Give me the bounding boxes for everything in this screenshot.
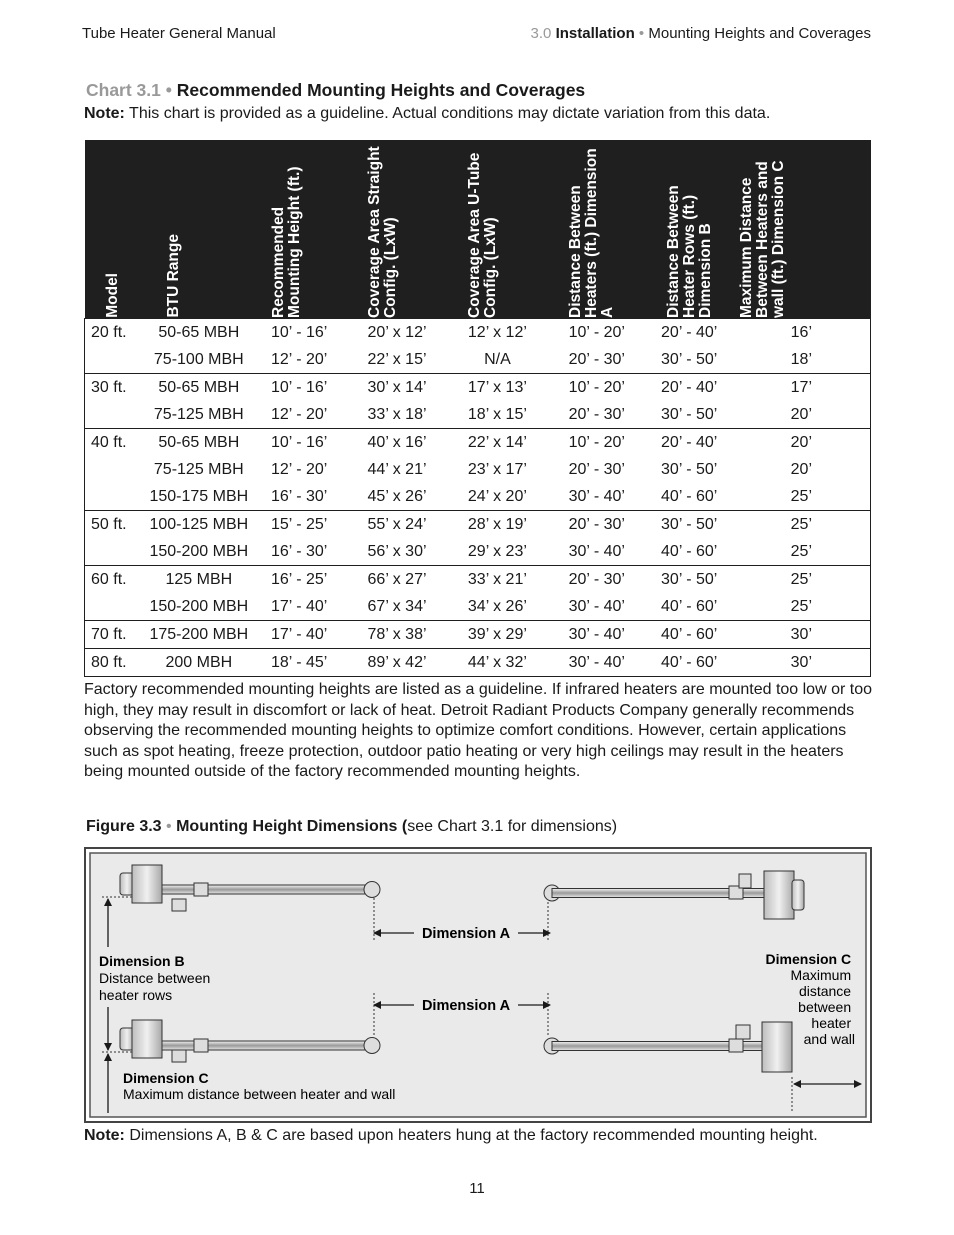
guideline-paragraph: Factory recommended mounting heights are listed as a guideline. If infrared heaters are mounted too low or too high, they may result in discomfort or lack of heat. Detroit Radiant Products Company generally recommends observing the recommended mounting heights to optimize comfort conditions. However, certain applications such as spot heating, freeze protection, outdoor patio heating or very high ceilings may result in the heaters being mounted outside of the factory recommended mounting heights. bbox=[84, 681, 872, 780]
dim-b-text: Dimension B Distance between heater rows bbox=[99, 953, 211, 1003]
table-cell: 50-65 MBH bbox=[146, 374, 251, 402]
table-cell: 20’ bbox=[733, 429, 871, 457]
table-cell: 23’ x 17’ bbox=[467, 460, 527, 478]
running-header-left: Tube Heater General Manual bbox=[82, 25, 276, 42]
table-cell: 30’ bbox=[733, 649, 871, 677]
table-cell: N/A bbox=[447, 346, 548, 374]
section-name: Installation bbox=[555, 25, 635, 42]
table-row bbox=[85, 346, 871, 374]
cell-model: 70 ft. bbox=[85, 621, 147, 649]
table-cell: 40’ x 16’ bbox=[347, 429, 447, 457]
section-number: 3.0 bbox=[530, 25, 552, 42]
table-row bbox=[85, 538, 871, 566]
table-cell: 44’ x 32’ bbox=[447, 649, 548, 677]
table-cell: 18’ - 45’ bbox=[251, 649, 347, 677]
table-header-row bbox=[85, 140, 871, 319]
col-header: Model bbox=[85, 140, 147, 319]
table-cell: 10’ - 20’ bbox=[548, 319, 646, 347]
table-cell: 28’ x 19’ bbox=[447, 511, 548, 539]
table-cell: 75-125 MBH bbox=[153, 460, 244, 478]
cell-model bbox=[85, 401, 147, 429]
table-cell: 100-125 MBH bbox=[146, 511, 251, 539]
col-header: Recommended Mounting Height (ft.) bbox=[251, 140, 347, 319]
dim-a-label: Dimension A bbox=[421, 926, 511, 942]
table-cell: 16’ bbox=[733, 319, 871, 347]
table-row bbox=[85, 319, 871, 347]
chart-note-text: This chart is provided as a guideline. Actual conditions may dictate variation from this data. bbox=[129, 105, 771, 122]
cell-model: 20 ft. bbox=[85, 319, 147, 347]
cell-model: 40 ft. bbox=[85, 429, 147, 457]
dim-a2-label: Dimension A bbox=[421, 998, 511, 1014]
table-cell: 12’ - 20’ bbox=[251, 401, 347, 429]
table-cell: 25’ bbox=[733, 538, 871, 566]
cell-model bbox=[85, 346, 147, 374]
table-cell: 30’ bbox=[733, 621, 871, 649]
col-header: BTU Range bbox=[146, 140, 251, 319]
table-cell: 75-100 MBH bbox=[146, 346, 251, 374]
table-cell: 30’ - 50’ bbox=[646, 566, 733, 594]
table-row bbox=[85, 621, 871, 649]
table-cell: 89’ x 42’ bbox=[347, 649, 447, 677]
dim-c-text-right: Dimension C Maximum distance between heater and wall bbox=[765, 951, 855, 1047]
running-header-right bbox=[531, 25, 871, 42]
col-header: Maximum Distance Between Heaters and wall (ft.) Dimension C bbox=[733, 140, 871, 319]
table-cell: 33’ x 18’ bbox=[347, 401, 447, 429]
table-cell: 16’ - 30’ bbox=[251, 483, 347, 511]
table-cell: 40’ - 60’ bbox=[646, 593, 733, 621]
table-cell: 30’ - 40’ bbox=[548, 649, 646, 677]
table-cell: 66’ x 27’ bbox=[347, 566, 447, 594]
table-cell: 20’ - 30’ bbox=[548, 346, 646, 374]
cell-model: 30 ft. bbox=[85, 374, 147, 402]
table-cell: 40’ - 60’ bbox=[646, 649, 733, 677]
table-cell: 20’ - 30’ bbox=[548, 511, 646, 539]
table-cell: 29’ x 23’ bbox=[447, 538, 548, 566]
table-cell: 20’ bbox=[733, 401, 871, 429]
table-cell: 75-125 MBH bbox=[146, 401, 251, 429]
table-cell: 78’ x 38’ bbox=[347, 621, 447, 649]
table-cell: 10’ - 20’ bbox=[548, 374, 646, 402]
figure-note-text: Dimensions A, B & C are based upon heaters hung at the factory recommended mounting height. bbox=[129, 1127, 818, 1144]
figure-note-label: Note: bbox=[84, 1127, 125, 1144]
table-cell: 10’ - 16’ bbox=[251, 319, 347, 347]
table-row bbox=[85, 374, 871, 402]
table-cell: 25’ bbox=[733, 566, 871, 594]
figure-title-text: Mounting Height Dimensions ( bbox=[176, 818, 408, 835]
chart-label: Chart 3.1 bbox=[86, 80, 161, 100]
table-cell: 150-175 MBH bbox=[146, 483, 251, 511]
mounting-heights-table bbox=[84, 140, 871, 677]
col-header: Distance Between Heaters (ft.) Dimension A bbox=[548, 140, 646, 319]
figure-note bbox=[84, 1127, 818, 1145]
table-cell: 56’ x 30’ bbox=[347, 538, 447, 566]
table-body bbox=[85, 319, 871, 677]
table-cell: 10’ - 20’ bbox=[548, 429, 646, 457]
table-cell: 18’ bbox=[733, 346, 871, 374]
cell-model bbox=[85, 593, 147, 621]
table-cell: 10’ - 16’ bbox=[251, 374, 347, 402]
table-cell: 20’ - 30’ bbox=[548, 401, 646, 429]
header-bullet: • bbox=[638, 25, 645, 42]
table-cell: 50-65 MBH bbox=[146, 319, 251, 347]
cell-model: 60 ft. bbox=[85, 566, 147, 594]
table-cell: 150-200 MBH bbox=[146, 538, 251, 566]
table-cell: 30’ - 50’ bbox=[646, 511, 733, 539]
table-cell: 34’ x 26’ bbox=[447, 593, 548, 621]
table-cell: 33’ x 21’ bbox=[447, 566, 548, 594]
table-row bbox=[85, 566, 871, 594]
table-cell: 20’ - 40’ bbox=[646, 374, 733, 402]
table-cell: 45’ x 26’ bbox=[347, 483, 447, 511]
table-cell: 20’ x 12’ bbox=[347, 319, 447, 347]
chart-note-label: Note: bbox=[84, 105, 125, 122]
figure-title bbox=[86, 818, 617, 836]
table-cell: 40’ - 60’ bbox=[646, 621, 733, 649]
table-cell: 12’ - 20’ bbox=[251, 346, 347, 374]
table-cell: 30’ - 40’ bbox=[548, 538, 646, 566]
cell-model: 80 ft. bbox=[85, 649, 147, 677]
table-cell: 55’ x 24’ bbox=[347, 511, 447, 539]
table-cell: 22’ x 14’ bbox=[447, 429, 548, 457]
table-cell: 17’ - 40’ bbox=[251, 593, 347, 621]
table-cell: 30’ - 50’ bbox=[661, 460, 718, 478]
table-cell: 15’ - 25’ bbox=[251, 511, 347, 539]
table-row bbox=[85, 511, 871, 539]
table-cell: 30’ - 50’ bbox=[646, 401, 733, 429]
table-cell: 200 MBH bbox=[146, 649, 251, 677]
cell-model bbox=[85, 538, 147, 566]
table-cell: 20’ - 40’ bbox=[646, 319, 733, 347]
section-subtitle: Mounting Heights and Coverages bbox=[648, 25, 871, 42]
table-cell: 25’ bbox=[733, 511, 871, 539]
table-row bbox=[85, 593, 871, 621]
table-cell: 10’ - 16’ bbox=[251, 429, 347, 457]
figure-label: Figure 3.3 bbox=[86, 818, 162, 835]
cell-model: 50 ft. bbox=[85, 511, 147, 539]
table-cell: 20’ - 30’ bbox=[568, 460, 625, 478]
cell-model bbox=[85, 456, 147, 483]
table-cell: 67’ x 34’ bbox=[347, 593, 447, 621]
table-row bbox=[85, 401, 871, 429]
table-cell: 150-200 MBH bbox=[146, 593, 251, 621]
table-cell: 44’ x 21’ bbox=[367, 460, 427, 478]
chart-title-text: Recommended Mounting Heights and Coverages bbox=[176, 80, 586, 100]
table-cell: 12’ - 20’ bbox=[271, 460, 328, 478]
figure-bullet: • bbox=[166, 818, 172, 835]
table-cell: 40’ - 60’ bbox=[646, 483, 733, 511]
table-cell: 30’ x 14’ bbox=[347, 374, 447, 402]
col-header: Coverage Area Straight Config. (LxW) bbox=[347, 140, 447, 319]
table-cell: 25’ bbox=[733, 593, 871, 621]
table-cell: 20’ - 30’ bbox=[548, 566, 646, 594]
table-cell: 30’ - 40’ bbox=[548, 621, 646, 649]
table-cell: 30’ - 40’ bbox=[548, 483, 646, 511]
mounting-dimensions-figure bbox=[84, 847, 872, 1123]
table-row bbox=[85, 483, 871, 511]
table-cell: 25’ bbox=[733, 483, 871, 511]
chart-bullet: • bbox=[165, 80, 172, 100]
table-cell: 20’ - 40’ bbox=[646, 429, 733, 457]
table-cell: 30’ - 40’ bbox=[548, 593, 646, 621]
table-row bbox=[85, 429, 871, 457]
table-cell: 18’ x 15’ bbox=[447, 401, 548, 429]
table-cell: 175-200 MBH bbox=[146, 621, 251, 649]
table-cell: 40’ - 60’ bbox=[646, 538, 733, 566]
table-cell: 50-65 MBH bbox=[146, 429, 251, 457]
table-cell: 17’ x 13’ bbox=[447, 374, 548, 402]
page-number: 11 bbox=[469, 1180, 485, 1197]
table-cell: 125 MBH bbox=[146, 566, 251, 594]
chart-title bbox=[86, 80, 585, 101]
chart-note bbox=[84, 105, 770, 123]
cell-model bbox=[85, 483, 147, 511]
figure-title-rest: see Chart 3.1 for dimensions) bbox=[407, 818, 618, 835]
table-row bbox=[85, 456, 871, 483]
col-header: Distance Between Heater Rows (ft.) Dimension B bbox=[646, 140, 733, 319]
col-header: Coverage Area U-Tube Config. (LxW) bbox=[447, 140, 548, 319]
table-cell: 17’ bbox=[733, 374, 871, 402]
table-cell: 16’ - 25’ bbox=[251, 566, 347, 594]
table-cell: 30’ - 50’ bbox=[646, 346, 733, 374]
table-cell: 39’ x 29’ bbox=[447, 621, 548, 649]
table-cell: 24’ x 20’ bbox=[447, 483, 548, 511]
table-cell: 20’ bbox=[733, 456, 871, 483]
table-cell: 12’ x 12’ bbox=[447, 319, 548, 347]
table-cell: 17’ - 40’ bbox=[251, 621, 347, 649]
table-row bbox=[85, 649, 871, 677]
dim-c-text-bottom: Dimension C Maximum distance between heater and wall bbox=[123, 1070, 396, 1102]
table-cell: 16’ - 30’ bbox=[251, 538, 347, 566]
table-cell: 22’ x 15’ bbox=[347, 346, 447, 374]
